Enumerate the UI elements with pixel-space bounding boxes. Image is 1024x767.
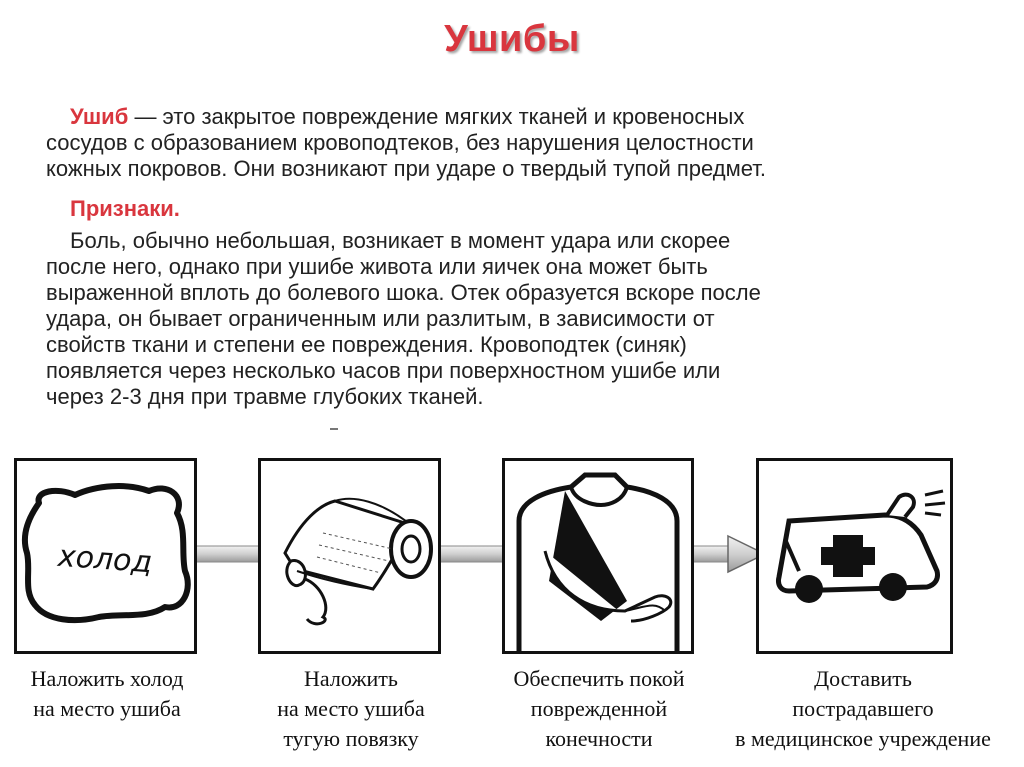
signs-line-2: после него, однако при ушибе живота или яичек она может быть — [46, 254, 708, 279]
step-panel-rest — [502, 458, 694, 654]
signs-line-5: свойств ткани и степени ее повреждения. Кровоподтек (синяк) — [46, 332, 687, 357]
caption-4-line-1: Доставить — [814, 666, 912, 691]
signs-line-6: появляется через несколько часов при поверхностном ушибе или — [46, 358, 721, 383]
cold-label: холод — [56, 538, 154, 581]
step-caption-2 — [248, 664, 454, 754]
step-caption-1 — [4, 664, 210, 724]
step-caption-3 — [488, 664, 710, 754]
cold-pack-icon — [17, 461, 194, 651]
step-panel-cold — [14, 458, 197, 654]
signs-line-4: удара, он бывает ограниченным или разлитым, в зависимости от — [46, 306, 715, 331]
caption-4-line-2: пострадавшего — [792, 696, 934, 721]
signs-line-1: Боль, обычно небольшая, возникает в момент удара или скорее — [70, 228, 731, 253]
arm-sling-icon — [505, 461, 691, 651]
definition-paragraph — [46, 104, 996, 182]
caption-1-line-1: Наложить холод — [30, 666, 184, 691]
step-panel-ambulance — [756, 458, 953, 654]
signs-line-3: выраженной вплоть до болевого шока. Отек образуется вскоре после — [46, 280, 761, 305]
definition-term: Ушиб — [70, 104, 129, 129]
signs-paragraph — [46, 228, 996, 410]
caption-3-line-1: Обеспечить покой — [513, 666, 685, 691]
step-caption-4 — [708, 664, 1018, 754]
signs-line-7: через 2-3 дня при травме глубоких тканей. — [46, 384, 484, 409]
caption-2-line-1: Наложить — [304, 666, 398, 691]
caption-3-line-2: поврежденной — [530, 696, 668, 721]
divider-mark — [330, 428, 338, 430]
signs-heading: Признаки. — [70, 196, 180, 221]
caption-2-line-2: на место ушиба — [277, 696, 425, 721]
definition-line-3: кожных покровов. Они возникают при ударе о твердый тупой предмет. — [46, 156, 766, 181]
definition-line-2: сосудов с образованием кровоподтеков, без нарушения целостности — [46, 130, 754, 155]
definition-line-1: — это закрытое повреждение мягких тканей и кровеносных — [134, 104, 745, 129]
caption-4-line-3: в медицинское учреждение — [735, 726, 991, 751]
caption-2-line-3: тугую повязку — [283, 726, 419, 751]
bandage-roll-icon — [261, 461, 438, 651]
ambulance-icon — [759, 461, 950, 651]
caption-1-line-2: на место ушиба — [33, 696, 181, 721]
caption-3-line-3: конечности — [545, 726, 653, 751]
page-title: Ушибы — [444, 18, 580, 60]
step-panel-bandage — [258, 458, 441, 654]
